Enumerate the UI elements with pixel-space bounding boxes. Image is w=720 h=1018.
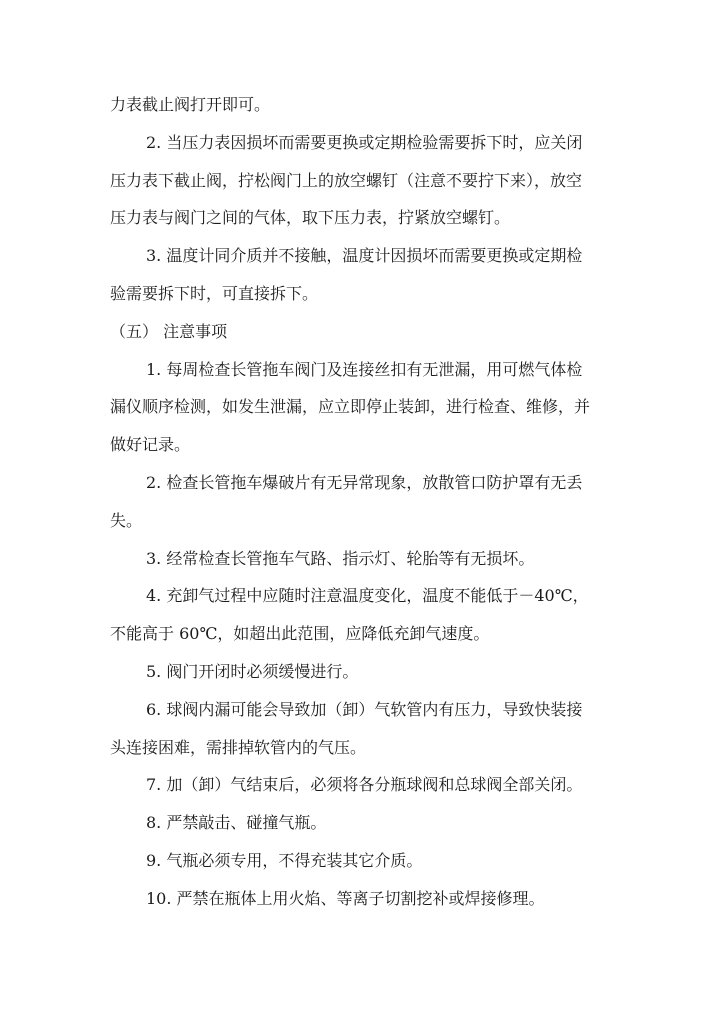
note-1-line-2: 漏仪顺序检测，如发生泄漏，应立即停止装卸，进行检查、维修，并: [110, 397, 591, 417]
item-3-line-1: 3. 温度计同介质并不接触，温度计因损坏而需要更换或定期检: [146, 246, 583, 266]
note-6-line-2: 头连接困难，需排掉软管内的气压。: [110, 737, 367, 757]
section-heading: （五） 注意事项: [110, 321, 228, 341]
note-4-line-1: 4. 充卸气过程中应随时注意温度变化，温度不能低于－40℃，: [146, 586, 589, 606]
note-4-line-2: 不能高于 60℃，如超出此范围，应降低充卸气速度。: [110, 624, 490, 644]
note-7-line-1: 7. 加（卸）气结束后，必须将各分瓶球阀和总球阀全部关闭。: [146, 775, 583, 795]
note-8-line-1: 8. 严禁敲击、碰撞气瓶。: [146, 813, 327, 833]
item-2-line-1: 2. 当压力表因损坏而需要更换或定期检验需要拆下时，应关闭: [146, 132, 583, 152]
item-3-line-2: 验需要拆下时，可直接拆下。: [110, 283, 319, 303]
item-2-line-3: 压力表与阀门之间的气体，取下压力表，拧紧放空螺钉。: [110, 208, 511, 228]
note-2-line-2: 失。: [110, 510, 143, 530]
note-5-line-1: 5. 阀门开闭时必须缓慢进行。: [146, 661, 359, 681]
note-1-line-3: 做好记录。: [110, 435, 191, 455]
note-9-line-1: 9. 气瓶必须专用，不得充装其它介质。: [146, 850, 423, 870]
document-page: [110, 86, 620, 918]
note-3-line-1: 3. 经常检查长管拖车气路、指示灯、轮胎等有无损坏。: [146, 548, 535, 568]
item-2-line-2: 压力表下截止阀，拧松阀门上的放空螺钉（注意不要拧下来），放空: [110, 170, 583, 190]
note-10-line-1: 10. 严禁在瓶体上用火焰、等离子切割挖补或焊接修理。: [146, 888, 545, 908]
note-2-line-1: 2. 检查长管拖车爆破片有无异常现象，放散管口防护罩有无丢: [146, 472, 583, 492]
continuation-line: 力表截止阀打开即可。: [110, 95, 271, 114]
note-1-line-1: 1. 每周检查长管拖车阀门及连接丝扣有无泄漏，用可燃气体检: [146, 359, 583, 379]
note-6-line-1: 6. 球阀内漏可能会导致加（卸）气软管内有压力，导致快装接: [146, 699, 583, 719]
